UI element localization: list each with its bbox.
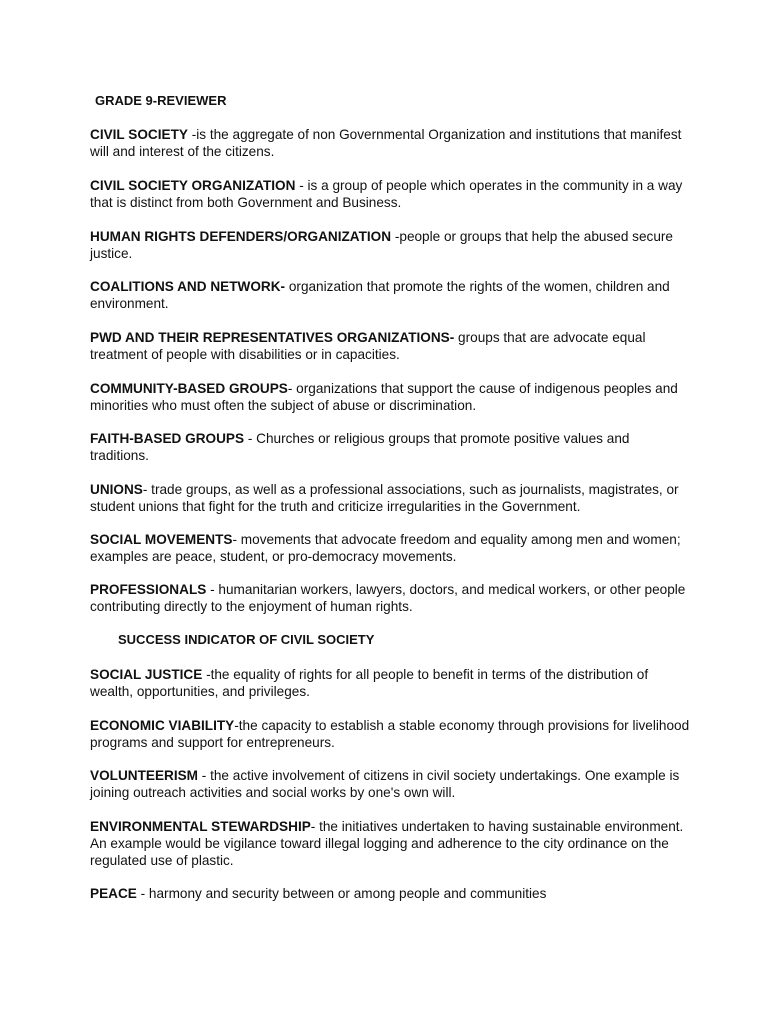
definition-civil-society-organization — [90, 177, 690, 211]
definition-text: - humanitarian workers, lawyers, doctors, and medical workers, or other people contributing directly to the enjoyment of human rights. — [90, 582, 686, 614]
term: VOLUNTEERISM — [90, 768, 198, 783]
definition-text: -people or groups that help the abused secure justice. — [90, 229, 673, 261]
section-heading: SUCCESS INDICATOR OF CIVIL SOCIETY — [118, 632, 375, 647]
definition-text: - movements that advocate freedom and equality among men and women; examples are peace, student, or pro-democracy movements. — [90, 532, 681, 564]
definition-text: - the active involvement of citizens in civil society undertakings. One example is joining outreach activities and social works by one's own will. — [90, 768, 680, 800]
term: FAITH-BASED GROUPS — [90, 431, 245, 446]
definition-text: groups that are advocate equal treatment of people with disabilities or in capacities. — [90, 330, 646, 362]
term: UNIONS — [90, 482, 143, 497]
definition-pwd-organizations — [90, 329, 690, 363]
term: COMMUNITY-BASED GROUPS — [90, 381, 288, 396]
definition-professionals — [90, 581, 690, 615]
definition-civil-society — [90, 126, 690, 160]
definition-faith-based-groups — [90, 430, 690, 464]
term: PROFESSIONALS — [90, 582, 207, 597]
definition-text: - organizations that support the cause of indigenous peoples and minorities who must often the subject of abuse or discrimination. — [90, 381, 678, 413]
term: CIVIL SOCIETY — [90, 127, 188, 142]
definition-coalitions-and-network — [90, 278, 690, 312]
term: SOCIAL MOVEMENTS — [90, 532, 233, 547]
document-title: GRADE 9-REVIEWER — [95, 93, 227, 108]
term: PEACE — [90, 886, 137, 901]
definition-text: - Churches or religious groups that promote positive values and traditions. — [90, 431, 630, 463]
definition-text: - is a group of people which operates in the community in a way that is distinct from both Government and Business. — [90, 178, 683, 210]
term: ECONOMIC VIABILITY — [90, 718, 235, 733]
definition-human-rights-defenders — [90, 228, 690, 262]
term: SOCIAL JUSTICE — [90, 667, 203, 682]
definition-social-movements — [90, 531, 690, 565]
term: PWD AND THEIR REPRESENTATIVES ORGANIZATIONS- — [90, 330, 455, 345]
definition-community-based-groups — [90, 380, 690, 414]
definition-text: - trade groups, as well as a professional associations, such as journalists, magistrates, or student unions that fight for the truth and criticize irregularities in the Government. — [90, 482, 679, 514]
definition-unions — [90, 481, 690, 515]
definition-text: -the capacity to establish a stable economy through provisions for livelihood programs and support for entrepreneurs. — [90, 718, 690, 750]
term: COALITIONS AND NETWORK- — [90, 279, 286, 294]
indicator-economic-viability — [90, 717, 690, 751]
term: ENVIRONMENTAL STEWARDSHIP — [90, 819, 311, 834]
term: HUMAN RIGHTS DEFENDERS/ORGANIZATION — [90, 229, 392, 244]
indicator-volunteerism — [90, 767, 690, 801]
indicator-peace — [90, 885, 690, 902]
definition-text: -the equality of rights for all people to benefit in terms of the distribution of wealth, opportunities, and privileges. — [90, 667, 649, 699]
definition-text: -is the aggregate of non Governmental Organization and institutions that manifest will and interest of the citizens. — [90, 127, 682, 159]
indicator-environmental-stewardship — [90, 818, 690, 869]
indicator-social-justice — [90, 666, 690, 700]
definition-text: - harmony and security between or among people and communities — [136, 886, 547, 901]
definition-text: organization that promote the rights of the women, children and environment. — [90, 279, 670, 311]
term: CIVIL SOCIETY ORGANIZATION — [90, 178, 296, 193]
definition-text: - the initiatives undertaken to having sustainable environment. An example would be vigilance toward illegal logging and adherence to the city ordinance on the regulated use of plastic. — [90, 819, 684, 868]
